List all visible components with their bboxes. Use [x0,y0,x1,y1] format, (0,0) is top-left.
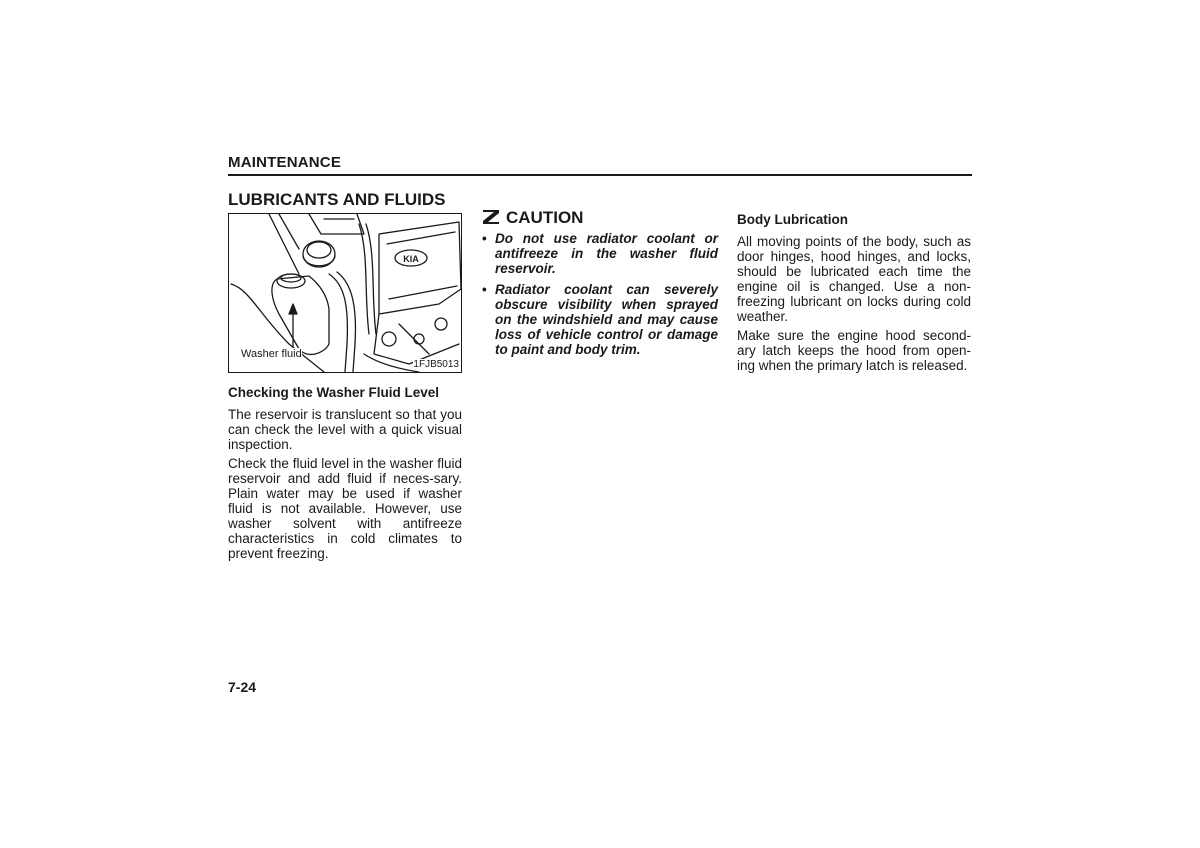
page-number: 7-24 [228,679,257,695]
washer-fluid-paragraph: Check the fluid level in the washer fluid reservoir and add fluid if neces-sary. Plain water may be used if washer fluid is not available. However, use washer solvent with antifreeze characteristics in cold climates to prevent freezing. [228,456,462,561]
body-lubrication-paragraph: Make sure the engine hood second-ary latch keeps the hood from open-ing when the primary latch is released. [737,328,971,373]
engine-bay-figure [228,213,462,373]
header-title: MAINTENANCE [228,154,342,171]
washer-fluid-paragraph: The reservoir is translucent so that you can check the level with a quick visual inspection. [228,407,462,452]
body-lubrication-heading: Body Lubrication [737,212,848,227]
body-lubrication-paragraph: All moving points of the body, such as door hinges, hood hinges, and locks, should be lubricated each time the engine oil is changed. Use a non-freezing lubricant on locks during cold weather. [737,234,971,324]
caution-title: CAUTION [506,207,584,227]
washer-fluid-column [228,385,462,565]
caution-heading [482,209,718,225]
kia-logo-text: KIA [403,254,419,264]
caution-box [482,209,718,363]
caution-item: • Radiator coolant can severely obscure visibility when sprayed on the windshield and may cause loss of vehicle control or damage to paint and body trim. [482,282,718,357]
caution-icon [482,209,500,225]
body-lubrication-column [737,212,971,377]
figure-code: 1FJB5013 [413,359,459,370]
washer-fluid-heading: Checking the Washer Fluid Level [228,385,440,400]
caution-list [482,231,718,357]
header-rule [228,174,972,176]
figure-label-washer-fluid: Washer fluid [241,348,302,360]
caution-item: • Do not use radiator coolant or antifreeze in the washer fluid reservoir. [482,231,718,276]
section-title: LUBRICANTS AND FLUIDS [228,190,446,209]
